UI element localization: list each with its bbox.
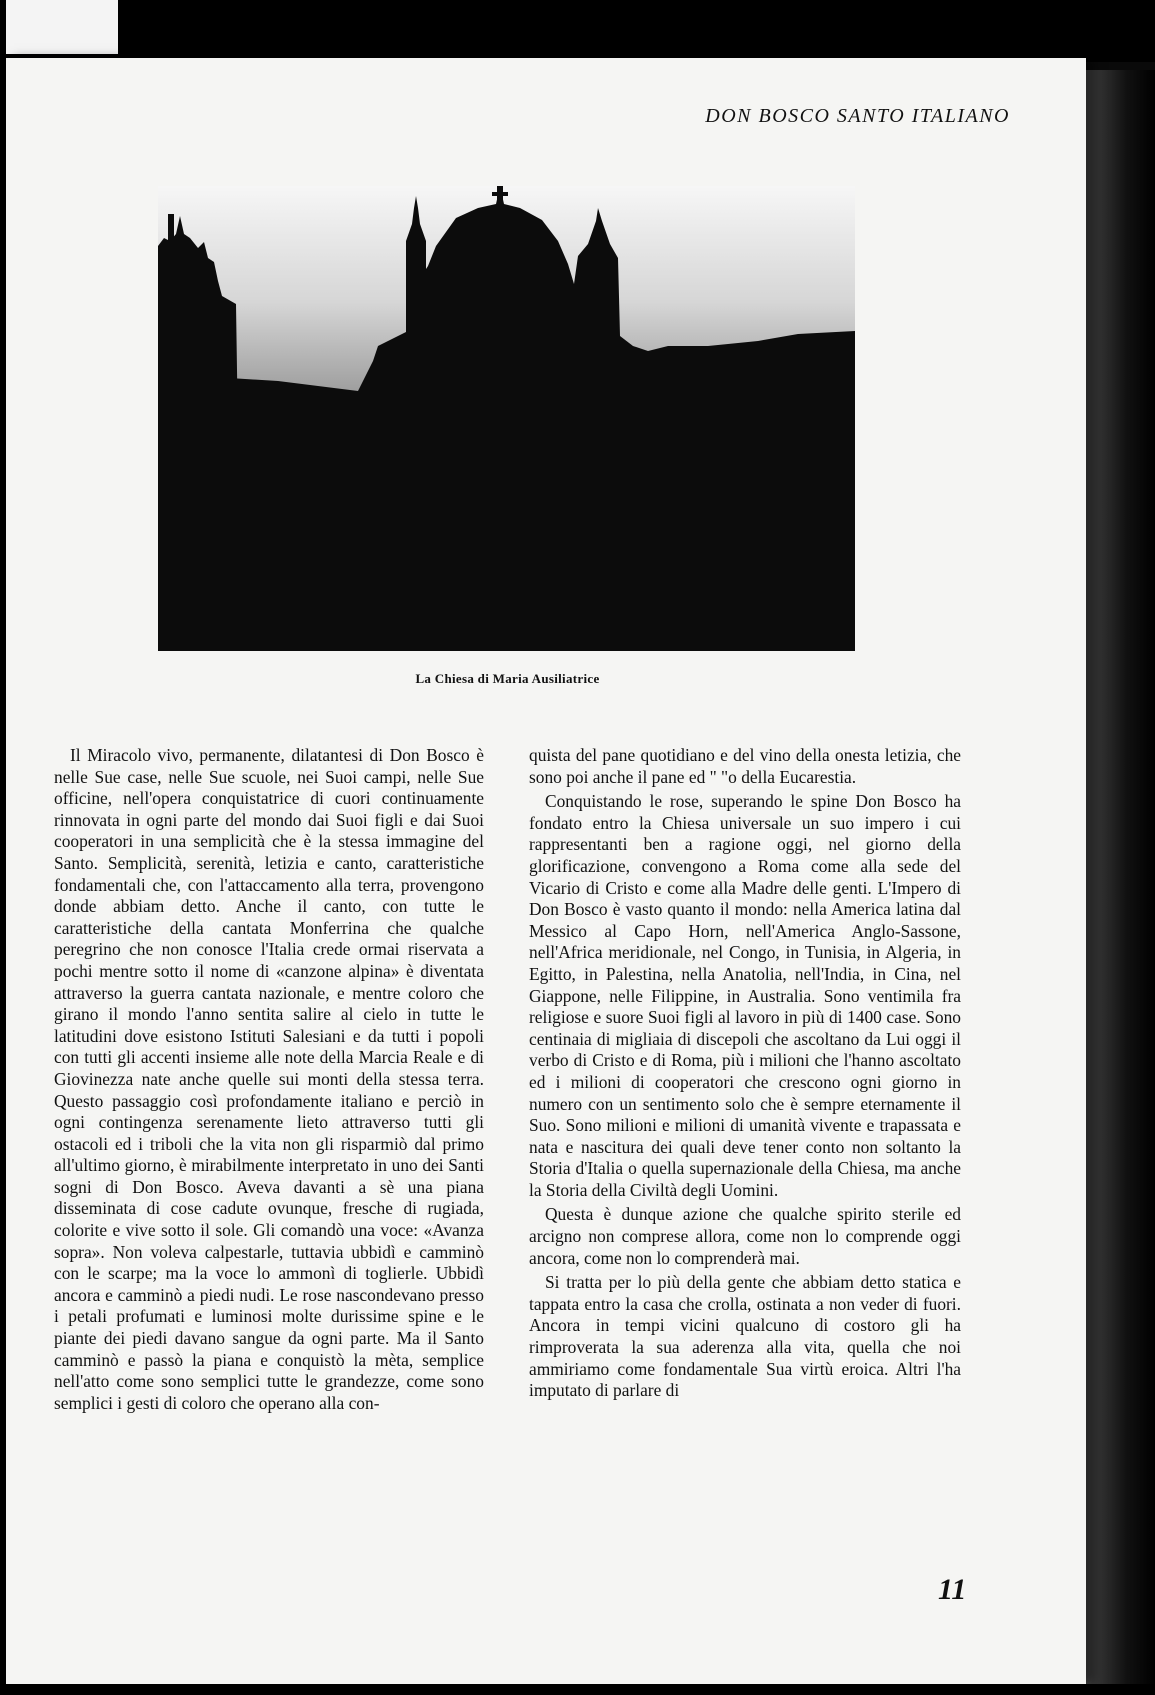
scan-corner-paper [0,0,118,54]
page-number: 11 [938,1573,967,1606]
scan-border-top [0,0,1155,62]
paragraph: quista del pane quotidiano e del vino della onesta letizia, che sono poi anche il pane ed " "o della Eucarestia. [529,745,961,787]
paragraph: Conquistando le rose, superando le spine Don Bosco ha fondato entro la Chiesa universale un suo impero i cui rappresentanti ben a ragione oggi, nel giorno della glorificazione, convengono a Roma come alla sede del Vicario di Cristo e come alla Madre delle genti. L'Impero di Don Bosco è vasto quanto il mondo: nella America latina dal Messico al Capo Horn, nell'America Anglo-Sassone, nell'Africa meridionale, nel Congo, in Tunisia, in Algeria, in Egitto, in Palestina, nella Anatolia, nell'India, in Cina, nel Giappone, nelle Filippine, in Australia. Sono ventimila fra religiose e suore Suoi figli al lavoro in più di 1400 case. Sono centinaia di migliaia di discepoli che ascoltano da Lui oggi il verbo di Cristo e di Roma, più i milioni che l'hanno ascoltato ed i milioni di cooperatori che crescono ogni giorno in numero con un sentimento solo che è sempre eternamente il Suo. Sono milioni e milioni di umanità vivente e trapassata e nata e nascitura dei quali deve tener conto non soltanto la Storia d'Italia o quella supernazionale della Chiesa, ma anche la Storia della Civiltà degli Uomini. [529,791,961,1200]
paragraph: Questa è dunque azione che qualche spirito sterile ed arcigno non comprese allora, come non lo comprende oggi ancora, come non lo comprenderà mai. [529,1204,961,1268]
paragraph: Il Miracolo vivo, permanente, dilatantesi di Don Bosco è nelle Sue case, nelle Sue scuole, nei Suoi campi, nelle Sue officine, nell'opera conquistatrice di cuori continuamente rinnovata in ogni parte del mondo dai Suoi figli e dai Suoi cooperatori in una semplicità che è la stessa immagine del Santo. Semplicità, serenità, letizia e canto, caratteristiche fondamentali che, con l'attaccamento alla terra, provengono donde abbiam detto. Anche il canto, con tutte le caratteristiche della cantata Monferrina che qualche peregrino che non conosce l'Italia crede ormai riservata a pochi mentre sotto il nome di «canzone alpina» è diventata attraverso la guerra cantata nazionale, e mentre coloro che girano il mondo l'anno sentita salire al cielo in tutte le latitudini dove esistono Istituti Salesiani e da tutti i popoli con tutti gli accenti insieme alle note della Marcia Reale e di Giovinezza nate anche quelle sui monti della stessa terra. Questo passaggio così profondamente italiano e perciò in ogni contingenza serenamente lieto attraverso tutti gli ostacoli ed i triboli che la vita non gli risparmiò dal primo all'ultimo giorno, è mirabilmente interpretato in uno dei Santi sogni di Don Bosco. Aveva davanti a sè una piana disseminata di cose cadute ovunque, fresche di rugiada, colorite e vive sotto il sole. Gli comandò una voce: «Avanza sopra». Non voleva calpestarle, tuttavia ubbidì e camminò con le scarpe; ma la voce lo ammonì di toglierle. Ubbidì ancora e camminò a piedi nudi. Le rose nascondevano presso i petali profumati e luminosi molte durissime spine e le piante dei piedi davano sangue da ogni parte. Ma il Santo camminò e passò la piana e conquistò la mèta, semplice nell'atto come sono semplici tutte le grandezze, come sono semplici i gesti di coloro che operano alla con- [54,745,484,1413]
church-silhouette-image [158,186,855,651]
running-title: DON BOSCO SANTO ITALIANO [705,105,1010,127]
photo-caption: La Chiesa di Maria Ausiliatrice [415,671,600,686]
scan-border-bottom [0,1684,1155,1695]
paragraph: Si tratta per lo più della gente che abbiam detto statica e tappata entro la casa che crolla, ostinata a non veder di fuori. Ancora in tempi vicini qualcuno di costoro gli ha rimproverata la sua aderenza alla vita, quella che noi ammiriamo come fondamentale Sua virtù eroica. Altri l'ha imputato di parlare di [529,1272,961,1401]
article-left-column [54,745,484,1414]
church-photograph [158,186,855,651]
article-right-column [529,745,961,1402]
